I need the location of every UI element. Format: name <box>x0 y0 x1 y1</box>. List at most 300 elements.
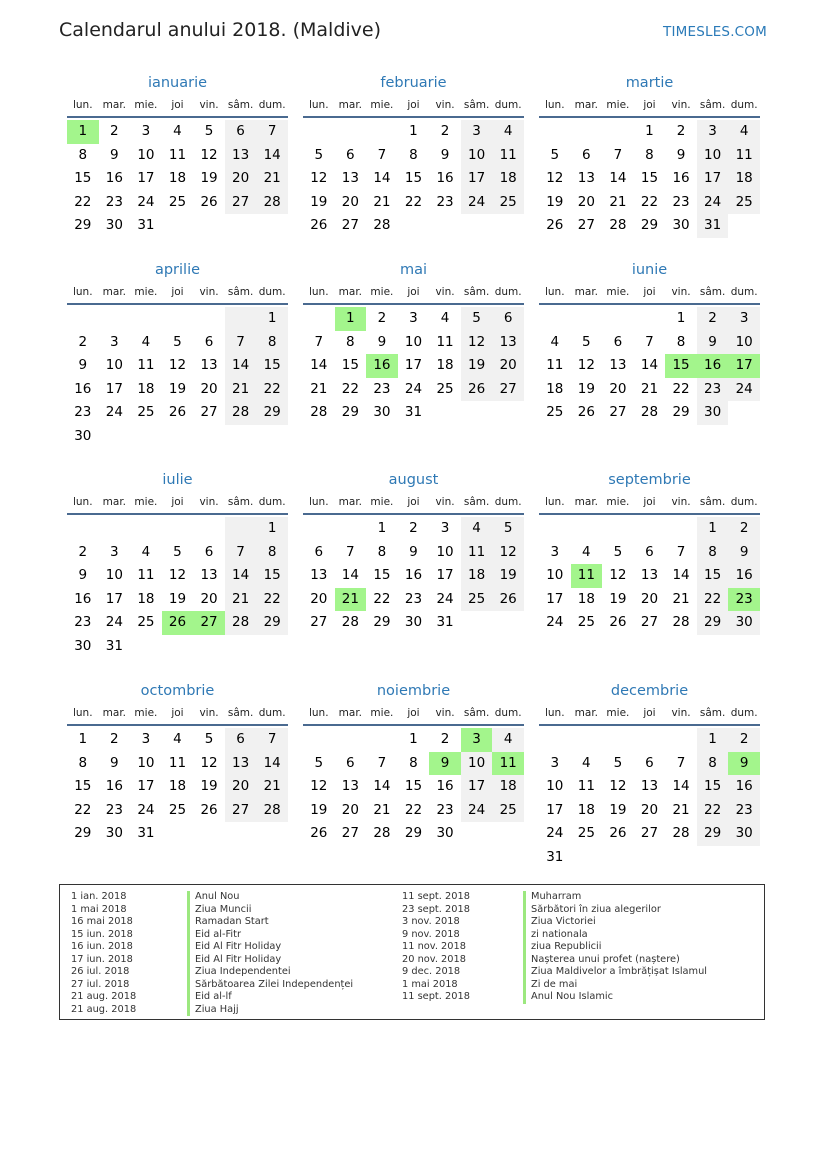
day-cell[interactable]: 21 <box>672 590 690 607</box>
holiday-day-cell[interactable]: 11 <box>492 752 524 776</box>
day-cell[interactable]: 27 <box>200 404 218 420</box>
day-cell[interactable]: 14 <box>310 357 328 373</box>
day-cell[interactable]: 22 <box>404 193 423 210</box>
holiday-day-cell[interactable]: 21 <box>335 588 367 612</box>
day-cell[interactable]: 21 <box>256 775 288 799</box>
day-cell[interactable]: 28 <box>609 217 627 233</box>
day-cell[interactable]: 8 <box>697 541 729 565</box>
day-cell[interactable]: 14 <box>256 144 288 168</box>
day-cell[interactable]: 28 <box>373 217 391 233</box>
day-cell[interactable]: 2 <box>728 728 760 752</box>
day-cell[interactable]: 7 <box>377 146 387 163</box>
day-cell[interactable]: 22 <box>640 193 659 210</box>
day-cell[interactable]: 21 <box>256 167 288 191</box>
day-cell[interactable]: 20 <box>225 775 257 799</box>
day-cell[interactable]: 31 <box>404 404 423 420</box>
day-cell[interactable]: 23 <box>697 378 729 402</box>
day-cell[interactable]: 13 <box>609 357 627 373</box>
holiday-day-cell[interactable]: 17 <box>728 354 760 378</box>
day-cell[interactable]: 30 <box>672 217 690 233</box>
day-cell[interactable]: 21 <box>373 193 391 210</box>
day-cell[interactable]: 12 <box>609 778 627 794</box>
day-cell[interactable]: 29 <box>256 611 288 635</box>
day-cell[interactable]: 12 <box>310 778 328 794</box>
day-cell[interactable]: 27 <box>225 191 257 215</box>
day-cell[interactable]: 20 <box>310 590 328 607</box>
day-cell[interactable]: 27 <box>609 404 627 420</box>
day-cell[interactable]: 6 <box>204 333 214 350</box>
day-cell[interactable]: 8 <box>377 543 387 560</box>
day-cell[interactable]: 29 <box>672 404 690 420</box>
day-cell[interactable]: 21 <box>310 380 328 397</box>
day-cell[interactable]: 2 <box>440 731 450 747</box>
day-cell[interactable]: 13 <box>200 567 218 583</box>
day-cell[interactable]: 18 <box>137 590 155 607</box>
day-cell[interactable]: 30 <box>74 637 92 654</box>
day-cell[interactable]: 24 <box>546 614 564 630</box>
day-cell[interactable]: 16 <box>672 170 690 186</box>
day-cell[interactable]: 11 <box>492 144 524 168</box>
day-cell[interactable]: 2 <box>110 123 119 139</box>
day-cell[interactable]: 29 <box>74 217 92 233</box>
day-cell[interactable]: 25 <box>492 799 524 823</box>
day-cell[interactable]: 10 <box>404 333 423 350</box>
day-cell[interactable]: 16 <box>436 170 454 186</box>
day-cell[interactable]: 13 <box>200 357 218 373</box>
day-cell[interactable]: 30 <box>697 401 729 425</box>
day-cell[interactable]: 12 <box>546 170 564 186</box>
day-cell[interactable]: 6 <box>582 146 591 163</box>
day-cell[interactable]: 23 <box>672 193 690 210</box>
day-cell[interactable]: 18 <box>168 778 187 794</box>
day-cell[interactable]: 20 <box>640 590 659 607</box>
day-cell[interactable]: 23 <box>373 380 391 397</box>
day-cell[interactable]: 15 <box>640 170 659 186</box>
day-cell[interactable]: 12 <box>200 146 218 163</box>
day-cell[interactable]: 20 <box>341 193 359 210</box>
day-cell[interactable]: 23 <box>105 193 123 210</box>
day-cell[interactable]: 29 <box>697 611 729 635</box>
day-cell[interactable]: 16 <box>728 775 760 799</box>
day-cell[interactable]: 10 <box>105 357 123 373</box>
day-cell[interactable]: 22 <box>672 380 690 397</box>
day-cell[interactable]: 31 <box>137 825 155 841</box>
day-cell[interactable]: 17 <box>546 801 564 818</box>
day-cell[interactable]: 15 <box>697 564 729 588</box>
day-cell[interactable]: 28 <box>672 825 690 841</box>
day-cell[interactable]: 17 <box>105 590 123 607</box>
day-cell[interactable]: 11 <box>168 754 187 771</box>
day-cell[interactable]: 19 <box>609 590 627 607</box>
day-cell[interactable]: 8 <box>697 752 729 776</box>
day-cell[interactable]: 30 <box>728 822 760 846</box>
day-cell[interactable]: 19 <box>609 801 627 818</box>
day-cell[interactable]: 10 <box>546 567 564 583</box>
holiday-day-cell[interactable]: 16 <box>697 354 729 378</box>
day-cell[interactable]: 15 <box>74 778 92 794</box>
day-cell[interactable]: 29 <box>74 825 92 841</box>
holiday-day-cell[interactable]: 1 <box>335 307 367 331</box>
day-cell[interactable]: 3 <box>440 520 450 536</box>
day-cell[interactable]: 4 <box>173 731 182 747</box>
day-cell[interactable]: 22 <box>256 378 288 402</box>
day-cell[interactable]: 9 <box>110 146 119 163</box>
day-cell[interactable]: 20 <box>200 380 218 397</box>
day-cell[interactable]: 23 <box>436 193 454 210</box>
day-cell[interactable]: 1 <box>645 123 654 139</box>
day-cell[interactable]: 17 <box>137 778 155 794</box>
day-cell[interactable]: 3 <box>110 543 119 560</box>
day-cell[interactable]: 21 <box>225 588 257 612</box>
day-cell[interactable]: 1 <box>697 517 729 541</box>
day-cell[interactable]: 10 <box>137 754 155 771</box>
day-cell[interactable]: 11 <box>436 333 454 350</box>
day-cell[interactable]: 2 <box>78 543 88 560</box>
day-cell[interactable]: 3 <box>141 123 151 139</box>
day-cell[interactable]: 9 <box>440 146 450 163</box>
day-cell[interactable]: 7 <box>613 146 623 163</box>
day-cell[interactable]: 11 <box>137 357 155 373</box>
day-cell[interactable]: 13 <box>640 567 659 583</box>
day-cell[interactable]: 9 <box>409 543 418 560</box>
day-cell[interactable]: 9 <box>78 357 88 373</box>
day-cell[interactable]: 25 <box>546 404 564 420</box>
day-cell[interactable]: 29 <box>640 217 659 233</box>
day-cell[interactable]: 28 <box>225 611 257 635</box>
day-cell[interactable]: 6 <box>225 728 257 752</box>
day-cell[interactable]: 26 <box>310 217 328 233</box>
day-cell[interactable]: 13 <box>640 778 659 794</box>
day-cell[interactable]: 28 <box>373 825 391 841</box>
day-cell[interactable]: 8 <box>78 754 88 771</box>
day-cell[interactable]: 22 <box>373 590 391 607</box>
day-cell[interactable]: 5 <box>204 123 214 139</box>
holiday-day-cell[interactable]: 23 <box>728 588 760 612</box>
day-cell[interactable]: 26 <box>546 217 564 233</box>
day-cell[interactable]: 17 <box>436 567 454 583</box>
day-cell[interactable]: 7 <box>256 120 288 144</box>
day-cell[interactable]: 18 <box>492 167 524 191</box>
day-cell[interactable]: 23 <box>74 404 92 420</box>
day-cell[interactable]: 24 <box>137 193 155 210</box>
day-cell[interactable]: 19 <box>310 801 328 818</box>
day-cell[interactable]: 3 <box>461 120 493 144</box>
day-cell[interactable]: 6 <box>645 543 654 560</box>
holiday-day-cell[interactable]: 3 <box>461 728 493 752</box>
day-cell[interactable]: 28 <box>256 799 288 823</box>
day-cell[interactable]: 5 <box>204 731 214 747</box>
day-cell[interactable]: 15 <box>341 357 359 373</box>
day-cell[interactable]: 5 <box>314 146 324 163</box>
day-cell[interactable]: 11 <box>546 357 564 373</box>
day-cell[interactable]: 15 <box>404 778 423 794</box>
day-cell[interactable]: 10 <box>105 567 123 583</box>
day-cell[interactable]: 30 <box>436 825 454 841</box>
day-cell[interactable]: 17 <box>404 357 423 373</box>
day-cell[interactable]: 6 <box>346 754 355 771</box>
day-cell[interactable]: 19 <box>200 778 218 794</box>
day-cell[interactable]: 14 <box>672 567 690 583</box>
day-cell[interactable]: 3 <box>697 120 729 144</box>
day-cell[interactable]: 1 <box>256 517 288 541</box>
day-cell[interactable]: 30 <box>728 611 760 635</box>
day-cell[interactable]: 14 <box>225 354 257 378</box>
day-cell[interactable]: 3 <box>141 731 151 747</box>
day-cell[interactable]: 20 <box>341 801 359 818</box>
day-cell[interactable]: 5 <box>173 543 182 560</box>
day-cell[interactable]: 6 <box>314 543 324 560</box>
day-cell[interactable]: 28 <box>341 614 359 630</box>
holiday-day-cell[interactable]: 15 <box>665 354 697 378</box>
day-cell[interactable]: 7 <box>377 754 387 771</box>
day-cell[interactable]: 7 <box>645 333 654 350</box>
day-cell[interactable]: 19 <box>577 380 595 397</box>
day-cell[interactable]: 12 <box>168 357 187 373</box>
day-cell[interactable]: 2 <box>377 310 387 326</box>
day-cell[interactable]: 28 <box>672 614 690 630</box>
day-cell[interactable]: 29 <box>373 614 391 630</box>
day-cell[interactable]: 19 <box>310 193 328 210</box>
day-cell[interactable]: 18 <box>461 564 493 588</box>
day-cell[interactable]: 24 <box>728 378 760 402</box>
day-cell[interactable]: 26 <box>609 614 627 630</box>
holiday-day-cell[interactable]: 16 <box>366 354 398 378</box>
day-cell[interactable]: 10 <box>461 752 493 776</box>
day-cell[interactable]: 6 <box>492 307 524 331</box>
day-cell[interactable]: 13 <box>341 170 359 186</box>
day-cell[interactable]: 9 <box>110 754 119 771</box>
day-cell[interactable]: 3 <box>550 754 560 771</box>
day-cell[interactable]: 7 <box>225 331 257 355</box>
day-cell[interactable]: 10 <box>461 144 493 168</box>
day-cell[interactable]: 25 <box>436 380 454 397</box>
day-cell[interactable]: 20 <box>225 167 257 191</box>
day-cell[interactable]: 14 <box>640 357 659 373</box>
day-cell[interactable]: 1 <box>256 307 288 331</box>
day-cell[interactable]: 21 <box>373 801 391 818</box>
day-cell[interactable]: 14 <box>341 567 359 583</box>
day-cell[interactable]: 31 <box>137 217 155 233</box>
day-cell[interactable]: 5 <box>314 754 324 771</box>
day-cell[interactable]: 5 <box>582 333 591 350</box>
day-cell[interactable]: 8 <box>256 541 288 565</box>
day-cell[interactable]: 26 <box>577 404 595 420</box>
day-cell[interactable]: 5 <box>173 333 182 350</box>
day-cell[interactable]: 25 <box>137 614 155 630</box>
day-cell[interactable]: 26 <box>200 193 218 210</box>
day-cell[interactable]: 1 <box>409 731 418 747</box>
day-cell[interactable]: 19 <box>546 193 564 210</box>
day-cell[interactable]: 8 <box>645 146 654 163</box>
day-cell[interactable]: 17 <box>546 590 564 607</box>
day-cell[interactable]: 13 <box>492 331 524 355</box>
day-cell[interactable]: 6 <box>613 333 623 350</box>
day-cell[interactable]: 22 <box>74 801 92 818</box>
day-cell[interactable]: 11 <box>168 146 187 163</box>
day-cell[interactable]: 27 <box>640 825 659 841</box>
day-cell[interactable]: 17 <box>697 167 729 191</box>
day-cell[interactable]: 25 <box>577 825 595 841</box>
day-cell[interactable]: 12 <box>492 541 524 565</box>
day-cell[interactable]: 20 <box>609 380 627 397</box>
day-cell[interactable]: 4 <box>582 543 591 560</box>
day-cell[interactable]: 16 <box>404 567 423 583</box>
day-cell[interactable]: 4 <box>461 517 493 541</box>
day-cell[interactable]: 12 <box>461 331 493 355</box>
day-cell[interactable]: 25 <box>137 404 155 420</box>
day-cell[interactable]: 10 <box>546 778 564 794</box>
day-cell[interactable]: 27 <box>492 378 524 402</box>
day-cell[interactable]: 15 <box>404 170 423 186</box>
day-cell[interactable]: 8 <box>256 331 288 355</box>
day-cell[interactable]: 16 <box>74 380 92 397</box>
day-cell[interactable]: 16 <box>105 170 123 186</box>
day-cell[interactable]: 18 <box>436 357 454 373</box>
day-cell[interactable]: 15 <box>697 775 729 799</box>
day-cell[interactable]: 30 <box>105 825 123 841</box>
day-cell[interactable]: 18 <box>577 590 595 607</box>
day-cell[interactable]: 10 <box>436 543 454 560</box>
holiday-day-cell[interactable]: 9 <box>728 752 760 776</box>
day-cell[interactable]: 18 <box>728 167 760 191</box>
day-cell[interactable]: 17 <box>461 775 493 799</box>
day-cell[interactable]: 21 <box>640 380 659 397</box>
day-cell[interactable]: 26 <box>200 801 218 818</box>
day-cell[interactable]: 26 <box>310 825 328 841</box>
day-cell[interactable]: 1 <box>676 310 686 326</box>
day-cell[interactable]: 1 <box>409 123 418 139</box>
day-cell[interactable]: 17 <box>137 170 155 186</box>
day-cell[interactable]: 13 <box>225 144 257 168</box>
day-cell[interactable]: 30 <box>404 614 423 630</box>
day-cell[interactable]: 27 <box>310 614 328 630</box>
day-cell[interactable]: 15 <box>256 564 288 588</box>
day-cell[interactable]: 4 <box>728 120 760 144</box>
day-cell[interactable]: 27 <box>341 825 359 841</box>
day-cell[interactable]: 27 <box>577 217 595 233</box>
day-cell[interactable]: 16 <box>728 564 760 588</box>
day-cell[interactable]: 23 <box>404 590 423 607</box>
day-cell[interactable]: 5 <box>613 543 623 560</box>
day-cell[interactable]: 29 <box>404 825 423 841</box>
day-cell[interactable]: 23 <box>436 801 454 818</box>
day-cell[interactable]: 13 <box>341 778 359 794</box>
day-cell[interactable]: 29 <box>341 404 359 420</box>
day-cell[interactable]: 8 <box>346 333 355 350</box>
day-cell[interactable]: 24 <box>697 191 729 215</box>
day-cell[interactable]: 4 <box>582 754 591 771</box>
day-cell[interactable]: 11 <box>461 541 493 565</box>
day-cell[interactable]: 31 <box>436 614 454 630</box>
day-cell[interactable]: 4 <box>440 310 450 326</box>
day-cell[interactable]: 5 <box>550 146 560 163</box>
day-cell[interactable]: 25 <box>461 588 493 612</box>
day-cell[interactable]: 20 <box>640 801 659 818</box>
day-cell[interactable]: 24 <box>137 801 155 818</box>
day-cell[interactable]: 14 <box>609 170 627 186</box>
day-cell[interactable]: 9 <box>78 567 88 583</box>
day-cell[interactable]: 5 <box>461 307 493 331</box>
day-cell[interactable]: 12 <box>577 357 595 373</box>
day-cell[interactable]: 27 <box>225 799 257 823</box>
day-cell[interactable]: 6 <box>225 120 257 144</box>
day-cell[interactable]: 7 <box>676 543 686 560</box>
day-cell[interactable]: 31 <box>697 214 729 238</box>
day-cell[interactable]: 6 <box>204 543 214 560</box>
day-cell[interactable]: 24 <box>105 404 123 420</box>
day-cell[interactable]: 2 <box>440 123 450 139</box>
day-cell[interactable]: 16 <box>74 590 92 607</box>
day-cell[interactable]: 18 <box>577 801 595 818</box>
day-cell[interactable]: 7 <box>676 754 686 771</box>
day-cell[interactable]: 28 <box>310 404 328 420</box>
day-cell[interactable]: 16 <box>105 778 123 794</box>
day-cell[interactable]: 4 <box>550 333 560 350</box>
day-cell[interactable]: 15 <box>74 170 92 186</box>
day-cell[interactable]: 13 <box>310 567 328 583</box>
day-cell[interactable]: 19 <box>168 380 187 397</box>
day-cell[interactable]: 14 <box>256 752 288 776</box>
day-cell[interactable]: 26 <box>609 825 627 841</box>
day-cell[interactable]: 25 <box>577 614 595 630</box>
day-cell[interactable]: 19 <box>168 590 187 607</box>
day-cell[interactable]: 8 <box>409 146 418 163</box>
day-cell[interactable]: 24 <box>105 614 123 630</box>
day-cell[interactable]: 19 <box>200 170 218 186</box>
day-cell[interactable]: 24 <box>404 380 423 397</box>
day-cell[interactable]: 2 <box>409 520 418 536</box>
day-cell[interactable]: 7 <box>256 728 288 752</box>
day-cell[interactable]: 23 <box>105 801 123 818</box>
day-cell[interactable]: 1 <box>377 520 387 536</box>
day-cell[interactable]: 1 <box>78 731 88 747</box>
day-cell[interactable]: 23 <box>74 614 92 630</box>
day-cell[interactable]: 19 <box>492 564 524 588</box>
day-cell[interactable]: 12 <box>310 170 328 186</box>
day-cell[interactable]: 3 <box>110 333 119 350</box>
day-cell[interactable]: 19 <box>461 354 493 378</box>
holiday-day-cell[interactable]: 27 <box>193 611 225 635</box>
day-cell[interactable]: 15 <box>373 567 391 583</box>
day-cell[interactable]: 27 <box>640 614 659 630</box>
day-cell[interactable]: 27 <box>341 217 359 233</box>
day-cell[interactable]: 24 <box>546 825 564 841</box>
day-cell[interactable]: 25 <box>168 193 187 210</box>
day-cell[interactable]: 11 <box>577 778 595 794</box>
day-cell[interactable]: 21 <box>225 378 257 402</box>
day-cell[interactable]: 7 <box>225 541 257 565</box>
day-cell[interactable]: 29 <box>697 822 729 846</box>
day-cell[interactable]: 7 <box>346 543 355 560</box>
day-cell[interactable]: 29 <box>256 401 288 425</box>
day-cell[interactable]: 2 <box>697 307 729 331</box>
day-cell[interactable]: 4 <box>492 120 524 144</box>
day-cell[interactable]: 22 <box>256 588 288 612</box>
day-cell[interactable]: 17 <box>461 167 493 191</box>
holiday-day-cell[interactable]: 9 <box>429 752 461 776</box>
day-cell[interactable]: 23 <box>728 799 760 823</box>
day-cell[interactable]: 20 <box>492 354 524 378</box>
day-cell[interactable]: 7 <box>314 333 324 350</box>
day-cell[interactable]: 11 <box>728 144 760 168</box>
day-cell[interactable]: 20 <box>200 590 218 607</box>
holiday-day-cell[interactable]: 1 <box>67 120 99 144</box>
day-cell[interactable]: 6 <box>346 146 355 163</box>
day-cell[interactable]: 10 <box>697 144 729 168</box>
day-cell[interactable]: 6 <box>645 754 654 771</box>
day-cell[interactable]: 22 <box>697 588 729 612</box>
day-cell[interactable]: 4 <box>141 543 151 560</box>
